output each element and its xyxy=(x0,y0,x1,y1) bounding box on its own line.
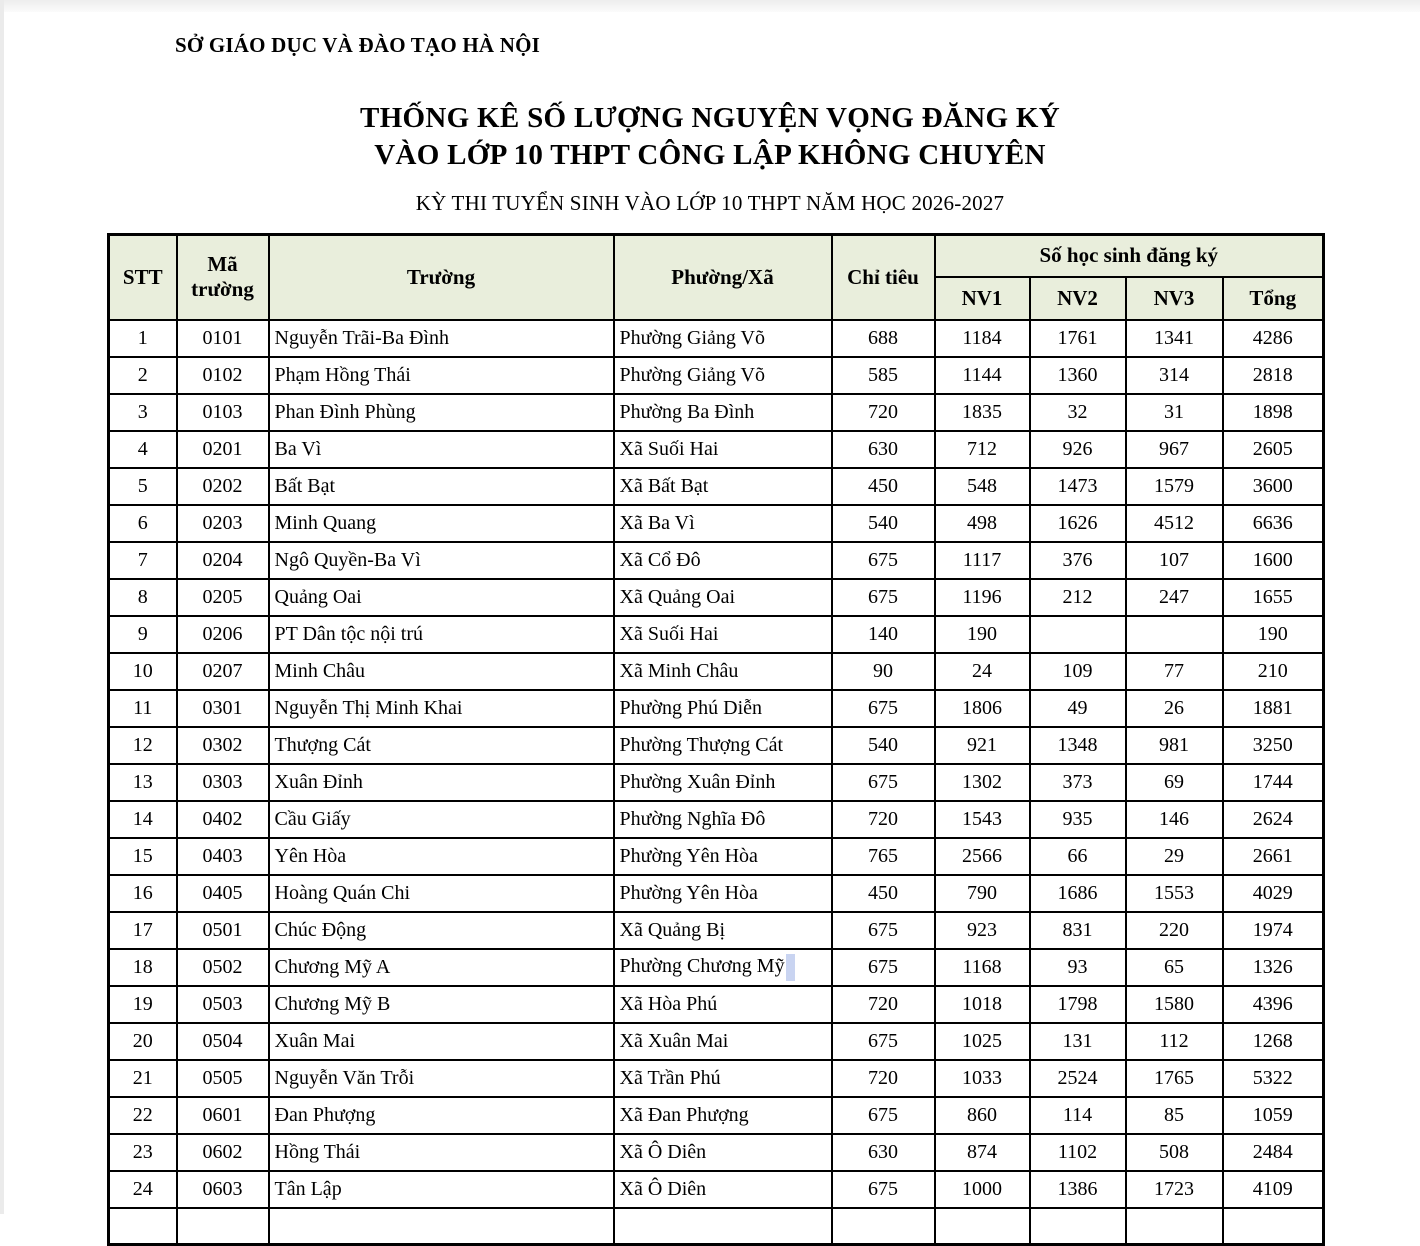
ward-cell: Phường Phú Diễn xyxy=(614,690,832,727)
table-row xyxy=(109,1023,1324,1060)
total-cell: 1974 xyxy=(1223,912,1324,949)
nv2-cell: 32 xyxy=(1030,394,1126,431)
nv1-cell: 790 xyxy=(935,875,1030,912)
nv1-cell: 190 xyxy=(935,616,1030,653)
stt-cell: 18 xyxy=(109,949,177,986)
school-cell: Hoàng Quán Chi xyxy=(269,875,614,912)
nv3-cell xyxy=(1126,616,1223,653)
nv2-cell: 373 xyxy=(1030,764,1126,801)
col-header-chi-tieu: Chỉ tiêu xyxy=(832,235,935,320)
nv1-cell: 1033 xyxy=(935,1060,1030,1097)
nv3-cell: 69 xyxy=(1126,764,1223,801)
total-cell: 5322 xyxy=(1223,1060,1324,1097)
school-cell: Ba Vì xyxy=(269,431,614,468)
nv2-cell: 131 xyxy=(1030,1023,1126,1060)
empty-cell xyxy=(269,1208,614,1245)
school-cell: Ngô Quyền-Ba Vì xyxy=(269,542,614,579)
quota-cell: 450 xyxy=(832,468,935,505)
table-row xyxy=(109,357,1324,394)
nv2-cell: 212 xyxy=(1030,579,1126,616)
ward-cell: Phường Thượng Cát xyxy=(614,727,832,764)
school-cell: Cầu Giấy xyxy=(269,801,614,838)
total-cell: 1744 xyxy=(1223,764,1324,801)
nv2-cell xyxy=(1030,616,1126,653)
nv2-cell: 1686 xyxy=(1030,875,1126,912)
table-row xyxy=(109,542,1324,579)
nv3-cell: 4512 xyxy=(1126,505,1223,542)
stt-cell: 13 xyxy=(109,764,177,801)
empty-cell xyxy=(1126,1208,1223,1245)
nv3-cell: 314 xyxy=(1126,357,1223,394)
ward-cell: Xã Ô Diên xyxy=(614,1171,832,1208)
nv3-cell: 65 xyxy=(1126,949,1223,986)
ward-cell: Xã Đan Phượng xyxy=(614,1097,832,1134)
table-row xyxy=(109,986,1324,1023)
nv1-cell: 1543 xyxy=(935,801,1030,838)
stt-cell: 14 xyxy=(109,801,177,838)
ward-cell: Phường Yên Hòa xyxy=(614,875,832,912)
code-cell: 0603 xyxy=(177,1171,269,1208)
nv1-cell: 1000 xyxy=(935,1171,1030,1208)
code-cell: 0502 xyxy=(177,949,269,986)
nv2-cell: 114 xyxy=(1030,1097,1126,1134)
nv2-cell: 2524 xyxy=(1030,1060,1126,1097)
school-cell: Nguyễn Trãi-Ba Đình xyxy=(269,320,614,357)
code-cell: 0101 xyxy=(177,320,269,357)
stt-cell: 4 xyxy=(109,431,177,468)
code-cell: 0402 xyxy=(177,801,269,838)
empty-cell xyxy=(1223,1208,1324,1245)
quota-cell: 720 xyxy=(832,801,935,838)
school-cell: Minh Châu xyxy=(269,653,614,690)
col-header-nv1: NV1 xyxy=(935,277,1030,320)
document-subtitle: KỲ THI TUYỂN SINH VÀO LỚP 10 THPT NĂM HỌC 2026-2027 xyxy=(415,191,1005,215)
total-cell: 1326 xyxy=(1223,949,1324,986)
quota-cell: 720 xyxy=(832,394,935,431)
nv2-cell: 66 xyxy=(1030,838,1126,875)
nv3-cell: 508 xyxy=(1126,1134,1223,1171)
nv3-cell: 31 xyxy=(1126,394,1223,431)
nv1-cell: 1806 xyxy=(935,690,1030,727)
nv1-cell: 1168 xyxy=(935,949,1030,986)
nv1-cell: 24 xyxy=(935,653,1030,690)
ward-cell: Xã Hòa Phú xyxy=(614,986,832,1023)
total-cell: 2484 xyxy=(1223,1134,1324,1171)
nv2-cell: 1473 xyxy=(1030,468,1126,505)
total-cell: 4286 xyxy=(1223,320,1324,357)
ward-cell: Xã Quảng Bị xyxy=(614,912,832,949)
total-cell: 210 xyxy=(1223,653,1324,690)
nv3-cell: 1341 xyxy=(1126,320,1223,357)
table-row xyxy=(109,468,1324,505)
nv2-cell: 935 xyxy=(1030,801,1126,838)
school-cell: PT Dân tộc nội trú xyxy=(269,616,614,653)
quota-cell: 688 xyxy=(832,320,935,357)
stt-cell: 21 xyxy=(109,1060,177,1097)
col-header-ma-truong: Mã trường xyxy=(177,235,269,320)
ward-cell: Xã Suối Hai xyxy=(614,431,832,468)
nv1-cell: 548 xyxy=(935,468,1030,505)
quota-cell: 720 xyxy=(832,986,935,1023)
stt-cell: 10 xyxy=(109,653,177,690)
col-header-tong: Tổng xyxy=(1223,277,1324,320)
nv1-cell: 1117 xyxy=(935,542,1030,579)
col-header-nv2: NV2 xyxy=(1030,277,1126,320)
nv3-cell: 220 xyxy=(1126,912,1223,949)
table-row xyxy=(109,949,1324,986)
total-cell: 1898 xyxy=(1223,394,1324,431)
nv2-cell: 376 xyxy=(1030,542,1126,579)
nv1-cell: 1018 xyxy=(935,986,1030,1023)
stt-cell: 2 xyxy=(109,357,177,394)
school-cell: Phạm Hồng Thái xyxy=(269,357,614,394)
nv1-cell: 1196 xyxy=(935,579,1030,616)
table-row xyxy=(109,801,1324,838)
school-cell: Chương Mỹ A xyxy=(269,949,614,986)
ward-cell: Phường Giảng Võ xyxy=(614,357,832,394)
registration-stats-table xyxy=(107,233,1325,1246)
empty-cell xyxy=(1030,1208,1126,1245)
table-row xyxy=(109,653,1324,690)
nv1-cell: 860 xyxy=(935,1097,1030,1134)
empty-cell xyxy=(177,1208,269,1245)
nv2-cell: 1102 xyxy=(1030,1134,1126,1171)
school-cell: Minh Quang xyxy=(269,505,614,542)
total-cell: 1600 xyxy=(1223,542,1324,579)
code-cell: 0504 xyxy=(177,1023,269,1060)
nv2-cell: 1360 xyxy=(1030,357,1126,394)
total-cell: 1059 xyxy=(1223,1097,1324,1134)
quota-cell: 630 xyxy=(832,1134,935,1171)
table-header xyxy=(109,235,1324,320)
stt-cell: 16 xyxy=(109,875,177,912)
ward-cell: Phường Giảng Võ xyxy=(614,320,832,357)
nv2-cell: 109 xyxy=(1030,653,1126,690)
viewer-top-edge xyxy=(0,0,1420,12)
nv2-cell: 93 xyxy=(1030,949,1126,986)
ward-cell: Phường Xuân Đỉnh xyxy=(614,764,832,801)
col-header-truong: Trường xyxy=(269,235,614,320)
code-cell: 0405 xyxy=(177,875,269,912)
nv3-cell: 146 xyxy=(1126,801,1223,838)
quota-cell: 140 xyxy=(832,616,935,653)
quota-cell: 540 xyxy=(832,505,935,542)
table-row xyxy=(109,394,1324,431)
table-row xyxy=(109,690,1324,727)
nv3-cell: 112 xyxy=(1126,1023,1223,1060)
table-row xyxy=(109,838,1324,875)
table-row xyxy=(109,727,1324,764)
school-cell: Hồng Thái xyxy=(269,1134,614,1171)
stt-cell: 1 xyxy=(109,320,177,357)
nv1-cell: 2566 xyxy=(935,838,1030,875)
quota-cell: 720 xyxy=(832,1060,935,1097)
nv1-cell: 1025 xyxy=(935,1023,1030,1060)
table-row-partial xyxy=(109,1208,1324,1245)
quota-cell: 540 xyxy=(832,727,935,764)
school-cell: Xuân Đỉnh xyxy=(269,764,614,801)
nv3-cell: 1580 xyxy=(1126,986,1223,1023)
nv2-cell: 1798 xyxy=(1030,986,1126,1023)
nv3-cell: 107 xyxy=(1126,542,1223,579)
code-cell: 0204 xyxy=(177,542,269,579)
col-header-phuong-xa: Phường/Xã xyxy=(614,235,832,320)
ward-cell: Phường Chương Mỹ xyxy=(614,949,832,986)
table-row xyxy=(109,579,1324,616)
ward-cell: Phường Yên Hòa xyxy=(614,838,832,875)
text-selection-cursor xyxy=(786,954,795,981)
ward-cell: Xã Xuân Mai xyxy=(614,1023,832,1060)
quota-cell: 675 xyxy=(832,579,935,616)
table-row xyxy=(109,616,1324,653)
nv1-cell: 712 xyxy=(935,431,1030,468)
col-header-stt: STT xyxy=(109,235,177,320)
total-cell: 1881 xyxy=(1223,690,1324,727)
stt-cell: 12 xyxy=(109,727,177,764)
col-header-nv3: NV3 xyxy=(1126,277,1223,320)
table-row xyxy=(109,764,1324,801)
table-row xyxy=(109,431,1324,468)
ward-cell: Xã Cổ Đô xyxy=(614,542,832,579)
table-row xyxy=(109,875,1324,912)
total-cell: 3250 xyxy=(1223,727,1324,764)
code-cell: 0602 xyxy=(177,1134,269,1171)
nv3-cell: 967 xyxy=(1126,431,1223,468)
nv1-cell: 1144 xyxy=(935,357,1030,394)
stt-cell: 23 xyxy=(109,1134,177,1171)
code-cell: 0102 xyxy=(177,357,269,394)
school-cell: Quảng Oai xyxy=(269,579,614,616)
nv3-cell: 77 xyxy=(1126,653,1223,690)
ward-cell: Xã Bất Bạt xyxy=(614,468,832,505)
nv1-cell: 1184 xyxy=(935,320,1030,357)
empty-cell xyxy=(832,1208,935,1245)
quota-cell: 675 xyxy=(832,690,935,727)
code-cell: 0501 xyxy=(177,912,269,949)
school-cell: Xuân Mai xyxy=(269,1023,614,1060)
quota-cell: 630 xyxy=(832,431,935,468)
nv1-cell: 1835 xyxy=(935,394,1030,431)
quota-cell: 585 xyxy=(832,357,935,394)
nv3-cell: 981 xyxy=(1126,727,1223,764)
total-cell: 3600 xyxy=(1223,468,1324,505)
total-cell: 2818 xyxy=(1223,357,1324,394)
stt-cell: 22 xyxy=(109,1097,177,1134)
school-cell: Nguyễn Văn Trỗi xyxy=(269,1060,614,1097)
stt-cell: 15 xyxy=(109,838,177,875)
code-cell: 0201 xyxy=(177,431,269,468)
ward-cell: Xã Quảng Oai xyxy=(614,579,832,616)
ward-cell: Xã Trần Phú xyxy=(614,1060,832,1097)
nv2-cell: 1386 xyxy=(1030,1171,1126,1208)
empty-cell xyxy=(935,1208,1030,1245)
stt-cell: 9 xyxy=(109,616,177,653)
total-cell: 190 xyxy=(1223,616,1324,653)
ward-cell: Xã Suối Hai xyxy=(614,616,832,653)
nv3-cell: 247 xyxy=(1126,579,1223,616)
school-cell: Thượng Cát xyxy=(269,727,614,764)
table-row xyxy=(109,320,1324,357)
nv1-cell: 498 xyxy=(935,505,1030,542)
stt-cell: 3 xyxy=(109,394,177,431)
quota-cell: 450 xyxy=(832,875,935,912)
empty-cell xyxy=(109,1208,177,1245)
code-cell: 0206 xyxy=(177,616,269,653)
stt-cell: 6 xyxy=(109,505,177,542)
ward-cell: Phường Ba Đình xyxy=(614,394,832,431)
title-line-2: VÀO LỚP 10 THPT CÔNG LẬP KHÔNG CHUYÊN xyxy=(374,139,1046,171)
empty-cell xyxy=(614,1208,832,1245)
stt-cell: 7 xyxy=(109,542,177,579)
table-body xyxy=(109,320,1324,1245)
table-row xyxy=(109,505,1324,542)
stt-cell: 8 xyxy=(109,579,177,616)
quota-cell: 675 xyxy=(832,542,935,579)
nv3-cell: 1723 xyxy=(1126,1171,1223,1208)
school-cell: Tân Lập xyxy=(269,1171,614,1208)
nv3-cell: 1765 xyxy=(1126,1060,1223,1097)
school-cell: Nguyễn Thị Minh Khai xyxy=(269,690,614,727)
table-row xyxy=(109,1060,1324,1097)
nv3-cell: 29 xyxy=(1126,838,1223,875)
ward-cell: Xã Ô Diên xyxy=(614,1134,832,1171)
ward-cell: Xã Minh Châu xyxy=(614,653,832,690)
code-cell: 0103 xyxy=(177,394,269,431)
code-cell: 0202 xyxy=(177,468,269,505)
ward-cell: Xã Ba Vì xyxy=(614,505,832,542)
nv2-cell: 926 xyxy=(1030,431,1126,468)
col-header-so-hoc-sinh: Số học sinh đăng ký xyxy=(935,235,1324,277)
school-cell: Phan Đình Phùng xyxy=(269,394,614,431)
code-cell: 0403 xyxy=(177,838,269,875)
school-cell: Chúc Động xyxy=(269,912,614,949)
nv1-cell: 1302 xyxy=(935,764,1030,801)
code-cell: 0203 xyxy=(177,505,269,542)
total-cell: 2624 xyxy=(1223,801,1324,838)
school-cell: Yên Hòa xyxy=(269,838,614,875)
total-cell: 1268 xyxy=(1223,1023,1324,1060)
school-cell: Đan Phượng xyxy=(269,1097,614,1134)
table-row xyxy=(109,912,1324,949)
total-cell: 2661 xyxy=(1223,838,1324,875)
school-cell: Bất Bạt xyxy=(269,468,614,505)
nv2-cell: 49 xyxy=(1030,690,1126,727)
code-cell: 0601 xyxy=(177,1097,269,1134)
stt-cell: 11 xyxy=(109,690,177,727)
nv2-cell: 831 xyxy=(1030,912,1126,949)
nv3-cell: 26 xyxy=(1126,690,1223,727)
total-cell: 6636 xyxy=(1223,505,1324,542)
quota-cell: 675 xyxy=(832,912,935,949)
stt-cell: 17 xyxy=(109,912,177,949)
nv1-cell: 921 xyxy=(935,727,1030,764)
total-cell: 1655 xyxy=(1223,579,1324,616)
quota-cell: 675 xyxy=(832,1171,935,1208)
nv3-cell: 1553 xyxy=(1126,875,1223,912)
code-cell: 0205 xyxy=(177,579,269,616)
total-cell: 4396 xyxy=(1223,986,1324,1023)
nv1-cell: 874 xyxy=(935,1134,1030,1171)
total-cell: 4109 xyxy=(1223,1171,1324,1208)
quota-cell: 675 xyxy=(832,1023,935,1060)
school-cell: Chương Mỹ B xyxy=(269,986,614,1023)
title-line-1: THỐNG KÊ SỐ LƯỢNG NGUYỆN VỌNG ĐĂNG KÝ xyxy=(360,102,1060,134)
org-name: SỞ GIÁO DỤC VÀ ĐÀO TẠO HÀ NỘI xyxy=(175,33,540,57)
nv2-cell: 1626 xyxy=(1030,505,1126,542)
code-cell: 0301 xyxy=(177,690,269,727)
document-title xyxy=(0,100,1420,174)
viewer-left-edge xyxy=(0,0,4,1214)
nv2-cell: 1761 xyxy=(1030,320,1126,357)
nv3-cell: 1579 xyxy=(1126,468,1223,505)
stt-cell: 19 xyxy=(109,986,177,1023)
table-row xyxy=(109,1097,1324,1134)
quota-cell: 90 xyxy=(832,653,935,690)
quota-cell: 765 xyxy=(832,838,935,875)
stt-cell: 24 xyxy=(109,1171,177,1208)
code-cell: 0302 xyxy=(177,727,269,764)
stt-cell: 20 xyxy=(109,1023,177,1060)
ward-cell: Phường Nghĩa Đô xyxy=(614,801,832,838)
code-cell: 0303 xyxy=(177,764,269,801)
code-cell: 0503 xyxy=(177,986,269,1023)
table-row xyxy=(109,1171,1324,1208)
quota-cell: 675 xyxy=(832,1097,935,1134)
code-cell: 0207 xyxy=(177,653,269,690)
table-row xyxy=(109,1134,1324,1171)
total-cell: 4029 xyxy=(1223,875,1324,912)
nv3-cell: 85 xyxy=(1126,1097,1223,1134)
stt-cell: 5 xyxy=(109,468,177,505)
nv1-cell: 923 xyxy=(935,912,1030,949)
quota-cell: 675 xyxy=(832,764,935,801)
nv2-cell: 1348 xyxy=(1030,727,1126,764)
total-cell: 2605 xyxy=(1223,431,1324,468)
quota-cell: 675 xyxy=(832,949,935,986)
code-cell: 0505 xyxy=(177,1060,269,1097)
